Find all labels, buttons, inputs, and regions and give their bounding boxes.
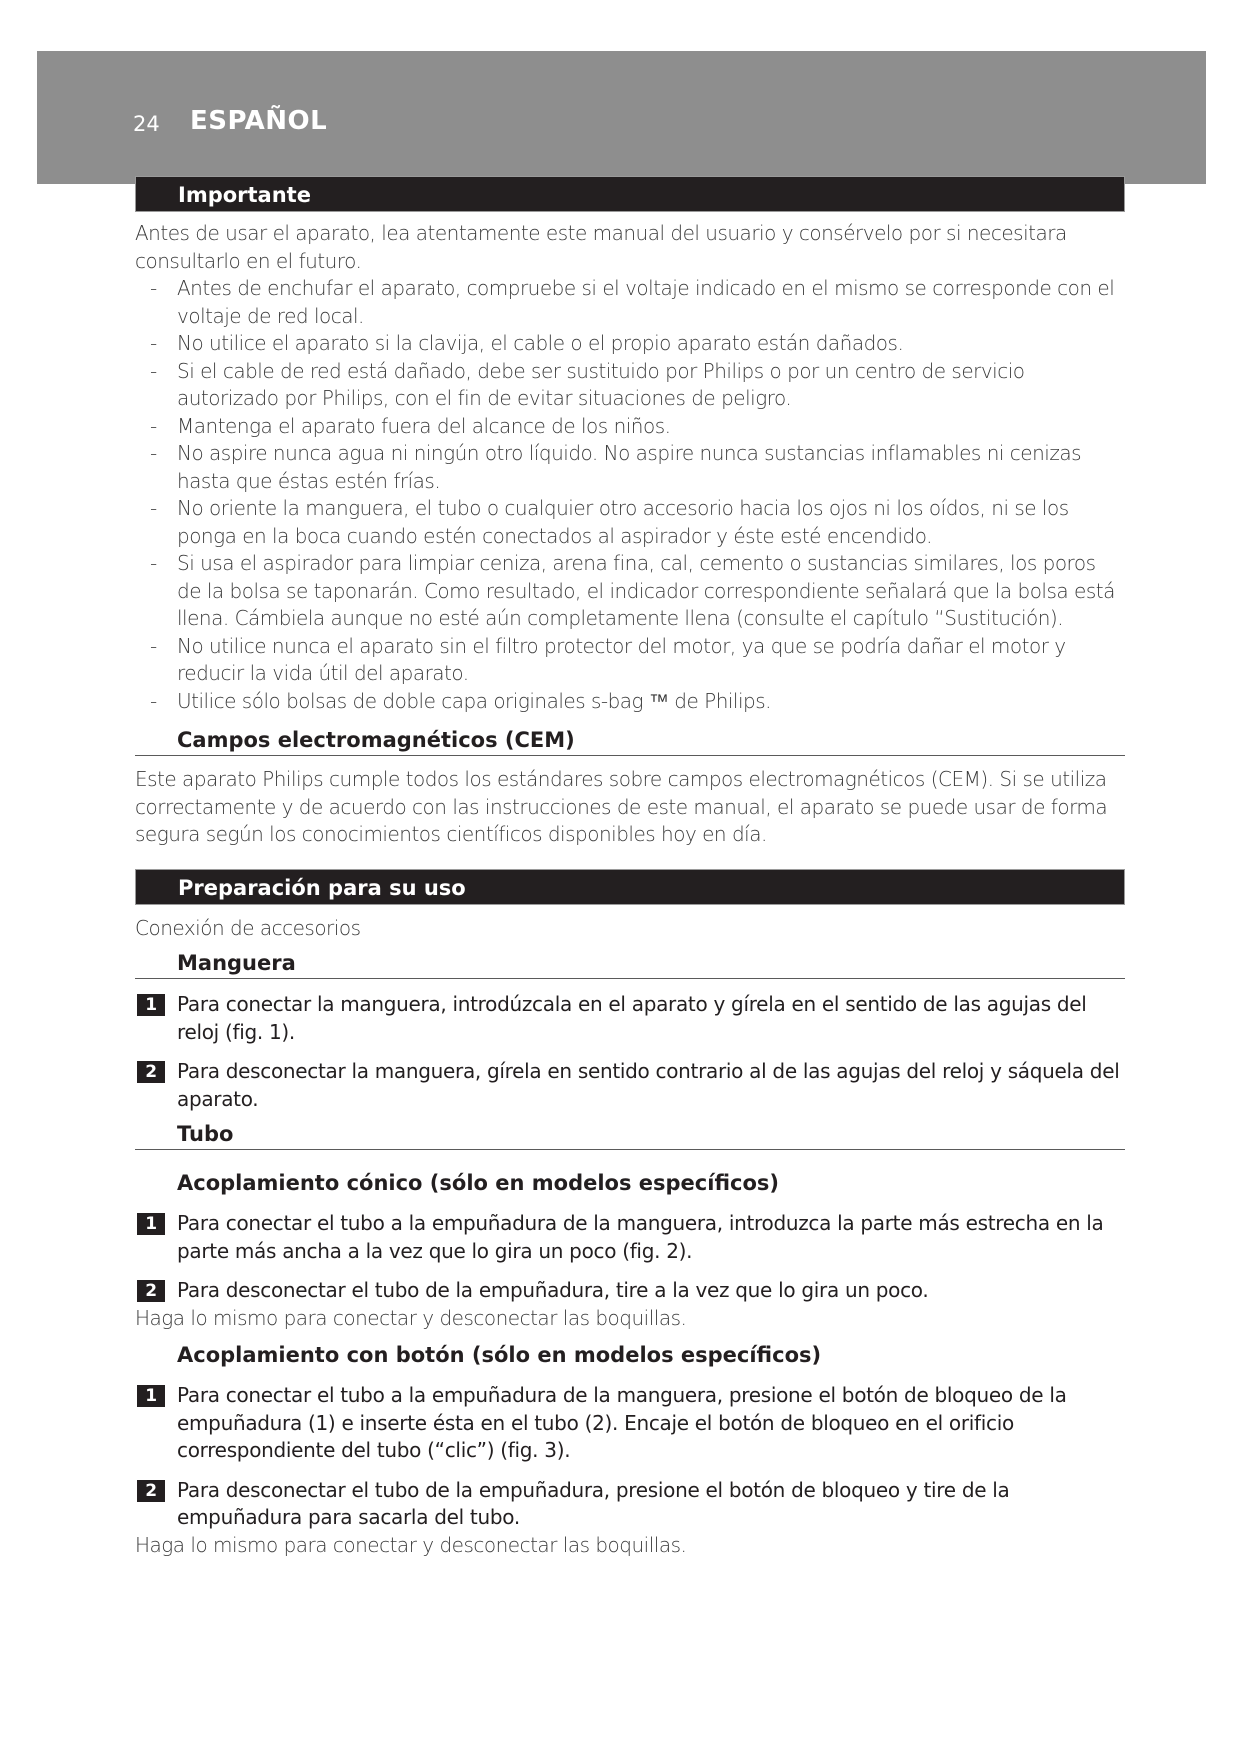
list-item: - No utilice el aparato si la clavija, el cable o el propio aparato están dañados. (150, 331, 904, 355)
list-item: - Si usa el aspirador para limpiar ceniza, arena fina, cal, cemento o sustancias similares, los poros de la bolsa se taponarán. Como resultado, el indicador correspondiente señalará que la bolsa está llena. Cámbiela aunque no esté aún completamente llena (consulte el capítulo “Sustitución). (150, 551, 1115, 630)
list-item: - No oriente la manguera, el tubo o cualquier otro accesorio hacia los ojos ni los oídos, ni se los ponga en la boca cuando estén conectados al aspirador y éste esté encendido. (150, 496, 1069, 548)
step-boton-2: 2 Para desconectar el tubo de la empuñadura, presione el botón de bloqueo y tire de la empuñadura para sacarla del tubo. (135, 1477, 1125, 1532)
subsection-title-conico: Acoplamiento cónico (sólo en modelos específicos) (177, 1171, 779, 1195)
page-number: 24 (133, 112, 160, 136)
step-number-badge: 1 (137, 1385, 165, 1407)
conico-note: Haga lo mismo para conectar y desconectar las boquillas. (135, 1305, 687, 1330)
section-bar-preparacion: Preparación para su uso (135, 869, 1125, 905)
subsection-title-manguera: Manguera (135, 948, 1125, 979)
section-bar-importante: Importante (135, 176, 1125, 212)
subsection-title-cem: Campos electromagnéticos (CEM) (135, 725, 1125, 756)
list-item: - Si el cable de red está dañado, debe ser sustituido por Philips o por un centro de servicio autorizado por Philips, con el fin de evitar situaciones de peligro. (150, 358, 1025, 410)
cem-paragraph: Este aparato Philips cumple todos los estándares sobre campos electromagnéticos (CEM). Si se utiliza correctamente y de acuerdo con las instrucciones de este manual, el aparato se puede usar de forma segura según los conocimientos científicos disponibles hoy en día. (135, 767, 1108, 846)
step-conico-1: 1 Para conectar el tubo a la empuñadura de la manguera, introduzca la parte más estrecha en la parte más ancha a la vez que lo gira un poco (fig. 2). (135, 1210, 1125, 1265)
list-item: - Mantenga el aparato fuera del alcance de los niños. (150, 413, 671, 438)
step-manguera-2: 2 Para desconectar la manguera, gírela en sentido contrario al de las agujas del reloj y sáquela del aparato. (135, 1058, 1125, 1113)
step-manguera-1: 1 Para conectar la manguera, introdúzcala en el aparato y gírela en el sentido de las agujas del reloj (fig. 1). (135, 991, 1125, 1046)
warning-list (135, 275, 1125, 715)
subsection-title-boton: Acoplamiento con botón (sólo en modelos específicos) (177, 1343, 822, 1367)
subsection-title-tubo: Tubo (135, 1119, 1125, 1150)
list-item: - Antes de enchufar el aparato, compruebe si el voltaje indicado en el mismo se corresponde con el voltaje de red local. (150, 276, 1115, 328)
step-number-badge: 2 (137, 1061, 165, 1083)
language-title: ESPAÑOL (190, 106, 328, 136)
step-number-badge: 1 (137, 994, 165, 1016)
step-boton-1: 1 Para conectar el tubo a la empuñadura de la manguera, presione el botón de bloqueo de la empuñadura (1) e inserte ésta en el tubo (2). Encaje el botón de bloqueo en el orificio correspondiente del tubo (“clic”) (fig. 3). (135, 1382, 1125, 1465)
step-number-badge: 2 (137, 1480, 165, 1502)
importante-intro: Antes de usar el aparato, lea atentamente este manual del usuario y consérvelo por si necesitara consultarlo en el futuro. (135, 221, 1067, 273)
step-conico-2: 2 Para desconectar el tubo de la empuñadura, tire a la vez que lo gira un poco. (135, 1277, 1125, 1305)
list-item: - Utilice sólo bolsas de doble capa originales s-bag ™ de Philips. (150, 688, 772, 713)
list-item: - No utilice nunca el aparato sin el filtro protector del motor, ya que se podría dañar el motor y reducir la vida útil del aparato. (150, 633, 1066, 685)
page-content (135, 176, 1125, 1559)
step-number-badge: 2 (137, 1280, 165, 1302)
list-item: - No aspire nunca agua ni ningún otro líquido. No aspire nunca sustancias inflamables ni cenizas hasta que éstas estén frías. (150, 441, 1082, 493)
boton-note: Haga lo mismo para conectar y desconectar las boquillas. (135, 1532, 687, 1557)
step-number-badge: 1 (137, 1213, 165, 1235)
preparacion-intro: Conexión de accesorios (135, 915, 361, 940)
